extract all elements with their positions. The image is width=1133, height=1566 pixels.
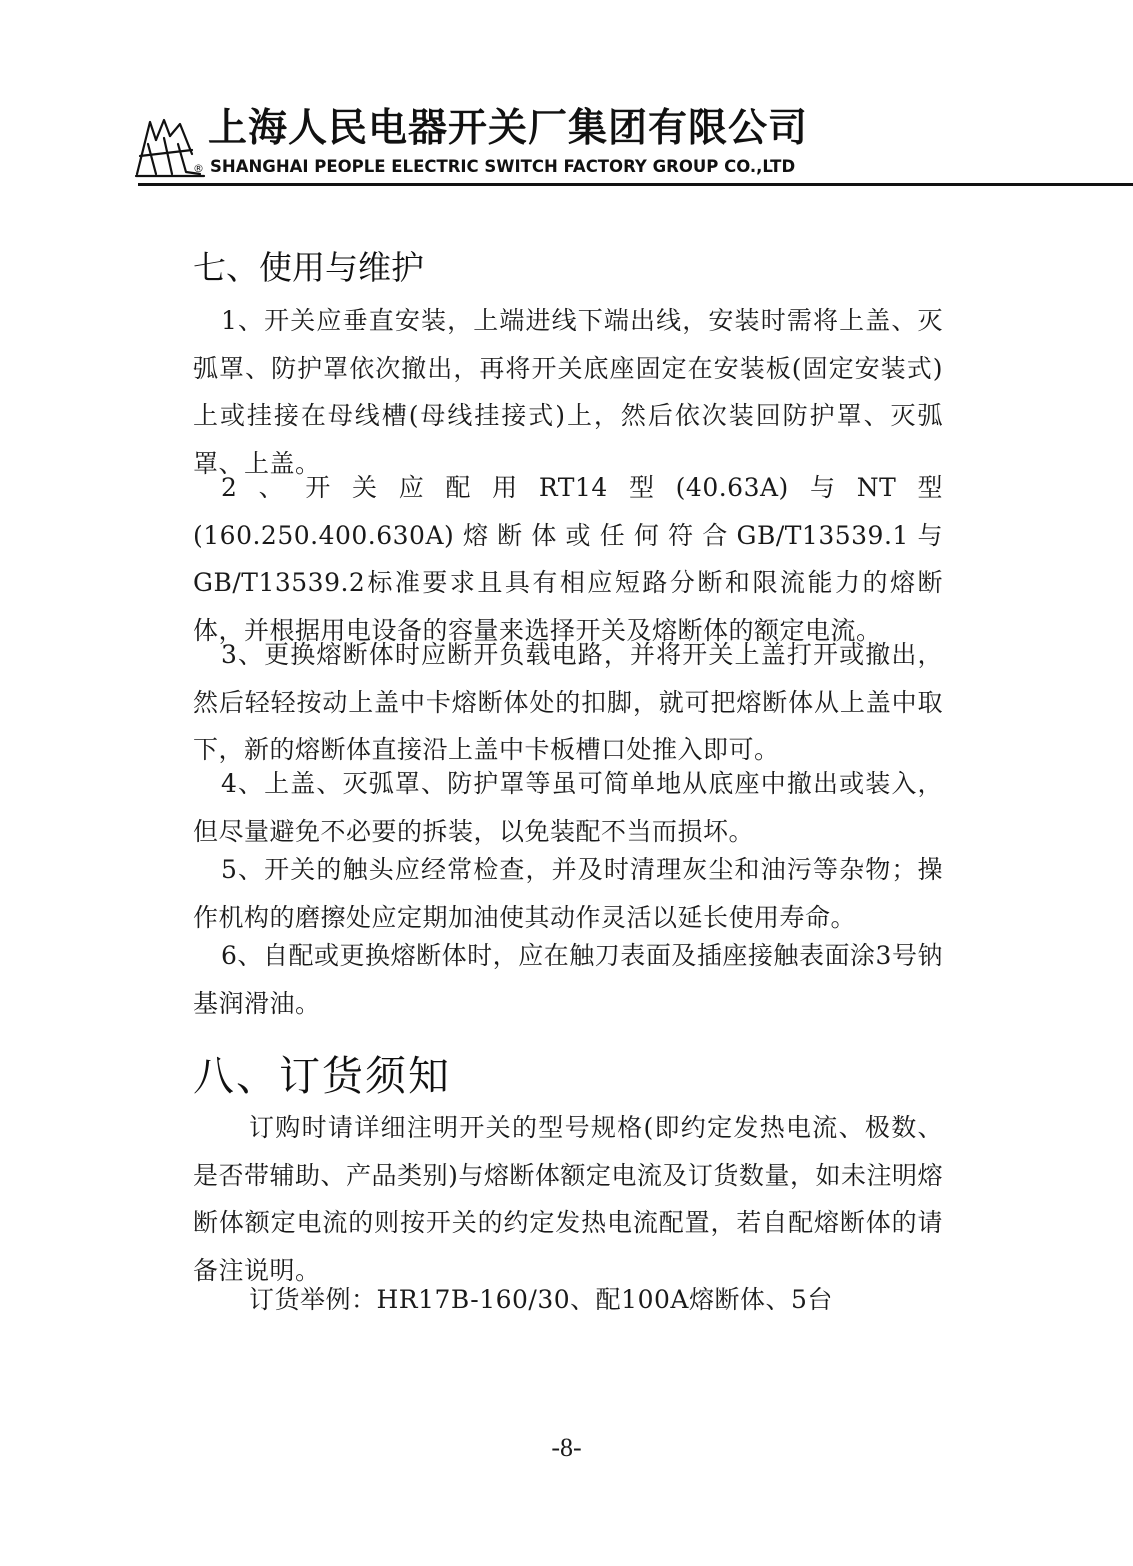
ordering-example: 订货举例：HR17B-160/30、配100A熔断体、5台 [249,1285,833,1314]
registered-mark: ® [193,162,204,175]
page-header [0,0,1133,200]
usage-paragraph-5: 5、开关的触头应经常检查，并及时清理灰尘和油污等杂物；操作机构的磨擦处应定期加油使其动作灵活以延长使用寿命。 [193,855,943,932]
company-name-en: SHANGHAI PEOPLE ELECTRIC SWITCH FACTORY GROUP CO.,LTD [210,157,796,176]
usage-paragraph-6: 6、自配或更换熔断体时，应在触刀表面及插座接触表面涂3号钠基润滑油。 [193,941,943,1018]
usage-paragraph-1: 1、开关应垂直安装，上端进线下端出线，安装时需将上盖、灭弧罩、防护罩依次撤出，再将开关底座固定在安装板(固定安装式)上或挂接在母线槽(母线挂接式)上，然后依次装回防护罩、灭弧罩、上盖。 [193,306,943,478]
section-heading-usage-maintenance: 七、使用与维护 [193,248,424,287]
header-divider [138,183,1133,186]
page-number: -8- [551,1433,582,1462]
usage-paragraph-3: 3、更换熔断体时应断开负载电路，并将开关上盖打开或撤出，然后轻轻按动上盖中卡熔断体处的扣脚，就可把熔断体从上盖中取下，新的熔断体直接沿上盖中卡板槽口处推入即可。 [193,640,943,764]
company-name-cn: 上海人民电器开关厂集团有限公司 [208,106,809,151]
section-heading-ordering: 八、订货须知 [193,1052,451,1100]
usage-paragraph-2: 2、开关应配用RT14型(40.63A)与NT型(160.250.400.630A)熔断体或任何符合GB/T13539.1与GB/T13539.2标准要求且具有相应短路分断和限流能力的熔断体，并根据用电设备的容量来选择开关及熔断体的额定电流。 [193,473,943,645]
ordering-paragraph: 订购时请详细注明开关的型号规格(即约定发热电流、极数、是否带辅助、产品类别)与熔断体额定电流及订货数量，如未注明熔断体额定电流的则按开关的约定发热电流配置，若自配熔断体的请备注说明。 [193,1113,943,1285]
usage-paragraph-4: 4、上盖、灭弧罩、防护罩等虽可简单地从底座中撤出或装入，但尽量避免不必要的拆装，以免装配不当而损坏。 [193,769,943,846]
